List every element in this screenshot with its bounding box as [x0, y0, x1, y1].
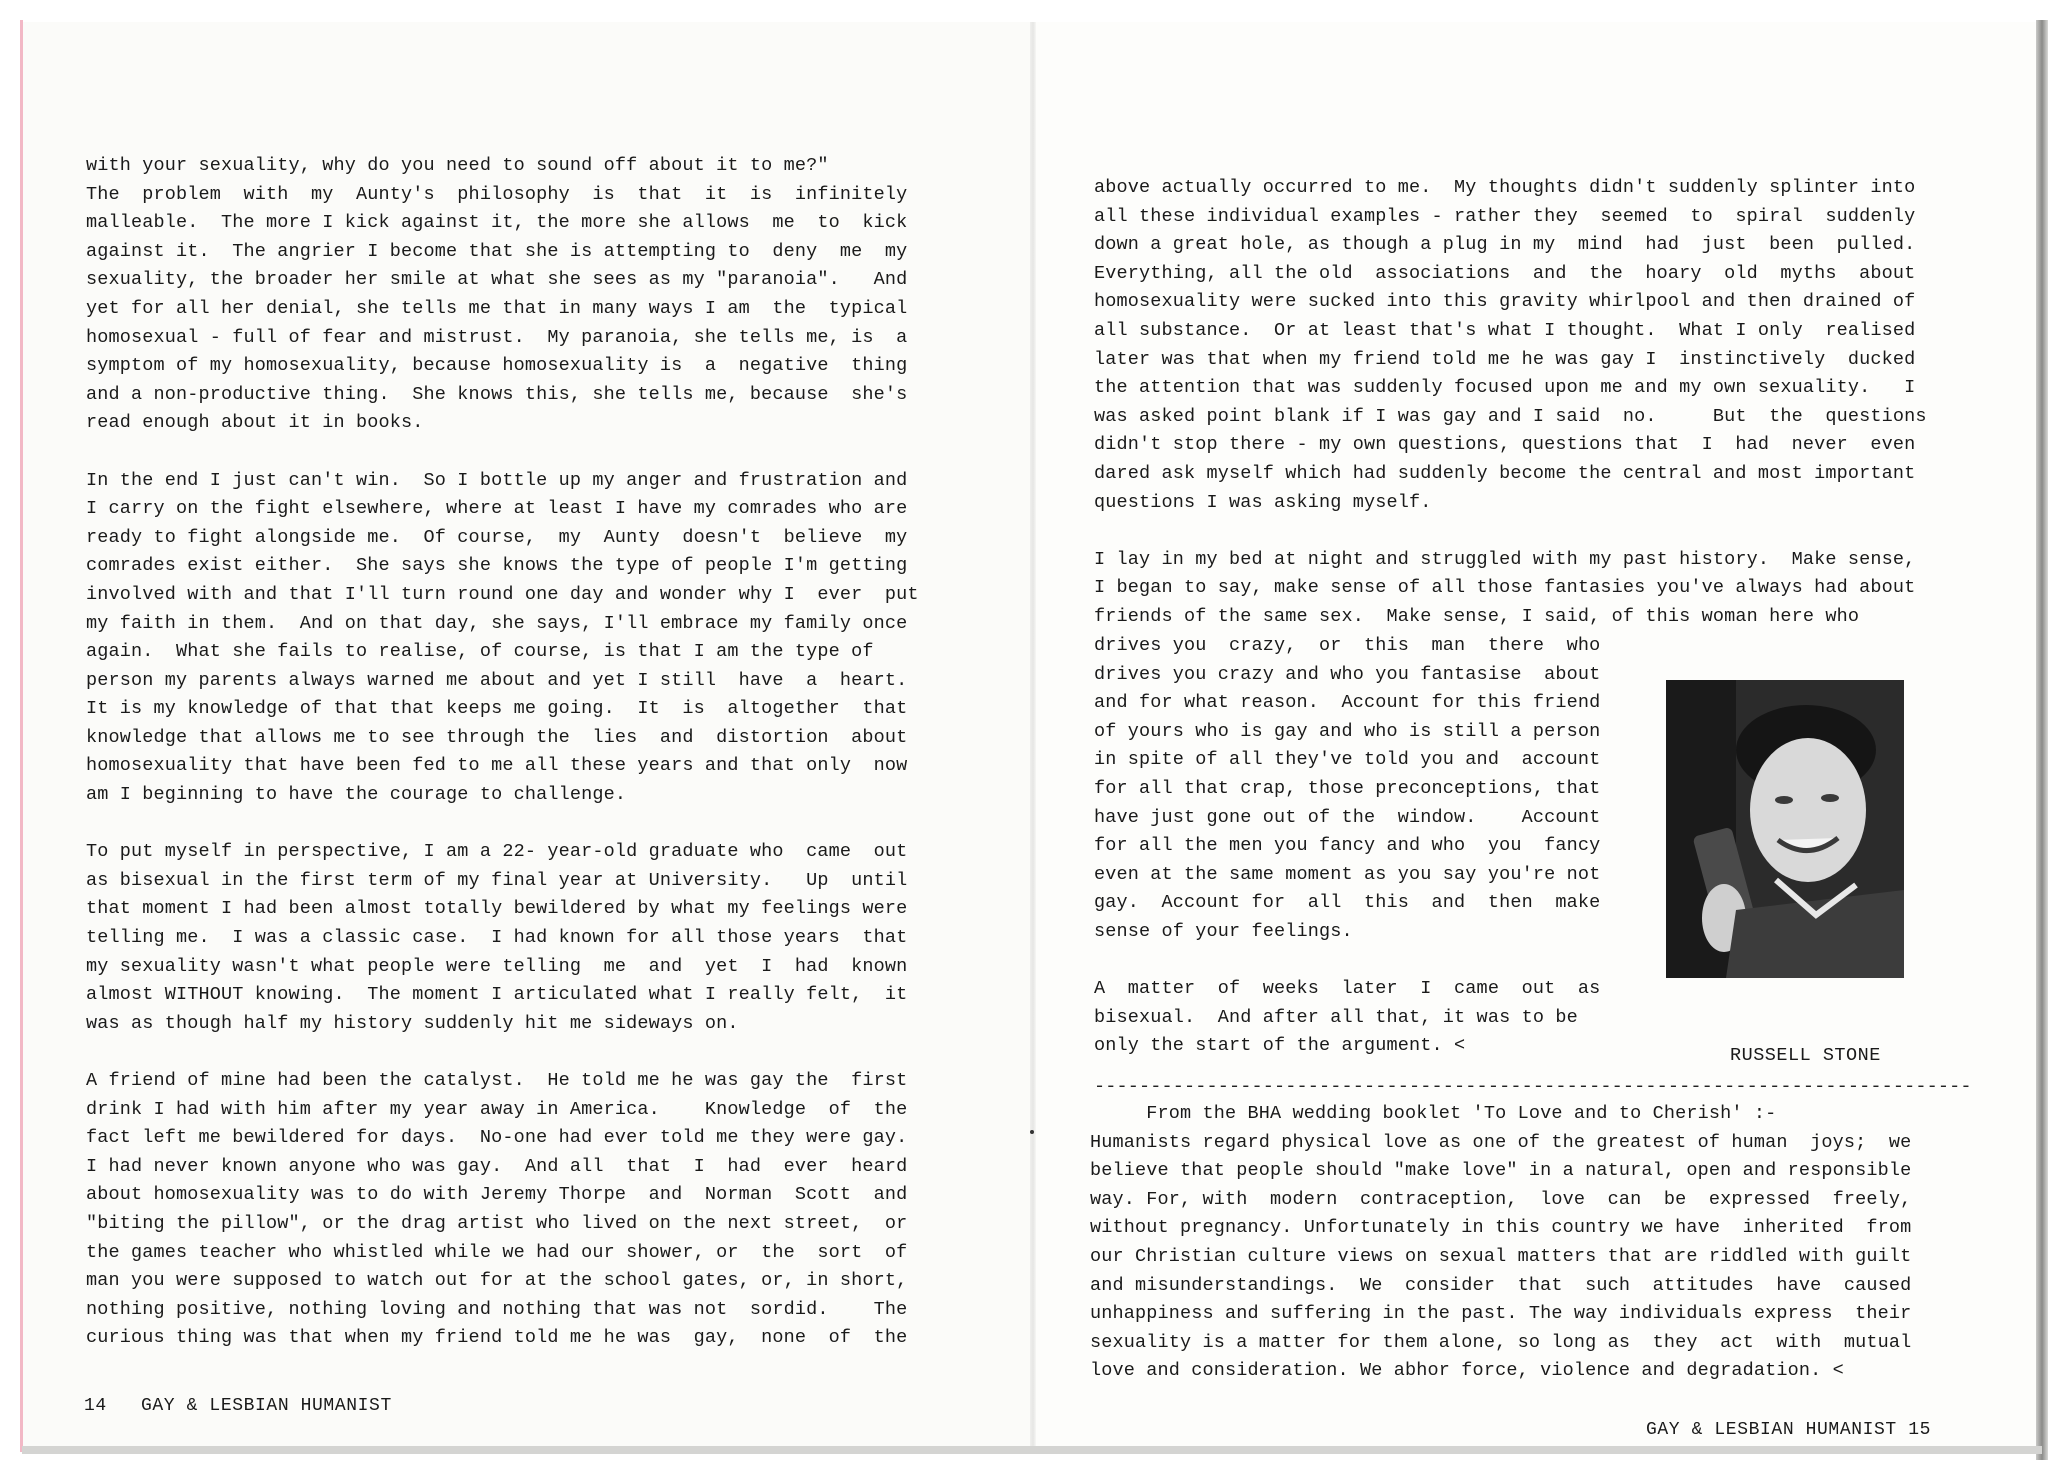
text-line: In the end I just can't win. So I bottle up my anger and frustration and: [86, 469, 908, 491]
text-line: involved with and that I'll turn round one day and wonder why I ever put: [86, 583, 919, 605]
left-page-footer: 14 GAY & LESBIAN HUMANIST: [84, 1396, 392, 1416]
text-line: Humanists regard physical love as one of the greatest of human joys; we: [1090, 1131, 1912, 1153]
text-line: about homosexuality was to do with Jeremy Thorpe and Norman Scott and: [86, 1184, 908, 1206]
text-line: against it. The angrier I become that she is attempting to deny me my: [86, 240, 908, 262]
text-line: read enough about it in books.: [86, 412, 424, 434]
text-line: without pregnancy. Unfortunately in this country we have inherited from: [1090, 1217, 1912, 1239]
text-line: malleable. The more I kick against it, the more she allows me to kick: [86, 212, 908, 234]
article-paragraph: [1094, 174, 1954, 517]
text-line: homosexuality were sucked into this gravity whirlpool and then drained of: [1094, 291, 1916, 313]
text-line: telling me. I was a classic case. I had known for all those years that: [86, 927, 908, 949]
text-line: later was that when my friend told me he was gay I instinctively ducked: [1094, 348, 1916, 370]
text-line: down a great hole, as though a plug in my mind had just been pulled.: [1094, 234, 1916, 256]
text-line: man you were supposed to watch out for at the school gates, or, in short,: [86, 1270, 908, 1292]
text-line: ready to fight alongside me. Of course, my Aunty doesn't believe my: [86, 526, 908, 548]
text-line: even at the same moment as you say you're not: [1094, 863, 1601, 885]
bha-quote-box: [1090, 1100, 1950, 1386]
text-line: It is my knowledge of that that keeps me going. It is altogether that: [86, 698, 908, 720]
text-line: drink I had with him after my year away in America. Knowledge of the: [86, 1098, 908, 1120]
text-line: homosexual - full of fear and mistrust. My paranoia, she tells me, is a: [86, 326, 908, 348]
text-line: curious thing was that when my friend told me he was gay, none of the: [86, 1327, 908, 1349]
text-line: again. What she fails to realise, of course, is that I am the type of: [86, 641, 874, 663]
text-line: [1094, 947, 1634, 976]
text-line: symptom of my homosexuality, because homosexuality is a negative thing: [86, 355, 908, 377]
text-line: and misunderstandings. We consider that such attitudes have caused: [1090, 1274, 1912, 1296]
section-divider: ------------------------------------------------------------------------------: [1094, 1076, 1972, 1097]
right-binding-edge: [2036, 20, 2048, 1460]
text-line: for all the men you fancy and who you fancy: [1094, 835, 1601, 857]
text-line: of yours who is gay and who is still a person: [1094, 720, 1601, 742]
text-line: my faith in them. And on that day, she says, I'll embrace my family once: [86, 612, 908, 634]
gutter-speck: [1030, 1130, 1034, 1134]
text-line: person my parents always warned me about and yet I still have a heart.: [86, 669, 908, 691]
text-wrapped-around-photo: [1094, 632, 1634, 1061]
text-line: I began to say, make sense of all those fantasies you've always had about: [1094, 577, 1916, 599]
text-line: sexuality is a matter for them alone, so long as they act with mutual: [1090, 1331, 1912, 1353]
text-line: homosexuality that have been fed to me all these years and that only now: [86, 755, 908, 777]
left-article-column: [86, 152, 966, 1382]
text-line: almost WITHOUT knowing. The moment I articulated what I really felt, it: [86, 984, 908, 1006]
text-line: bisexual. And after all that, it was to be: [1094, 1006, 1578, 1028]
text-line: sense of your feelings.: [1094, 920, 1353, 942]
text-line: gay. Account for all this and then make: [1094, 892, 1601, 914]
text-line: fact left me bewildered for days. No-one had ever told me they were gay.: [86, 1127, 908, 1149]
text-line: knowledge that allows me to see through the lies and distortion about: [86, 726, 908, 748]
text-line: am I beginning to have the courage to challenge.: [86, 784, 627, 806]
text-line: believe that people should "make love" in a natural, open and responsible: [1090, 1160, 1912, 1182]
text-line: comrades exist either. She says she knows the type of people I'm getting: [86, 555, 908, 577]
text-line: only the start of the argument. <: [1094, 1035, 1466, 1057]
portrait-illustration: [1666, 680, 1904, 978]
text-line: was asked point blank if I was gay and I said no. But the questions: [1094, 405, 1927, 427]
text-line: in spite of all they've told you and account: [1094, 749, 1601, 771]
article-paragraph: [1094, 546, 1954, 632]
text-line: Everything, all the old associations and the hoary old myths about: [1094, 262, 1916, 284]
text-line: the attention that was suddenly focused upon me and my own sexuality. I: [1094, 377, 1916, 399]
author-byline: RUSSELL STONE: [1730, 1045, 1881, 1066]
text-line: sexuality, the broader her smile at what she sees as my "paranoia". And: [86, 269, 908, 291]
text-line: all substance. Or at least that's what I thought. What I only realised: [1094, 319, 1916, 341]
text-line: dared ask myself which had suddenly become the central and most important: [1094, 462, 1916, 484]
right-article-column: [1094, 174, 1954, 660]
bottom-page-edge: [22, 1446, 2042, 1454]
text-line: have just gone out of the window. Account: [1094, 806, 1601, 828]
text-line: A matter of weeks later I came out as: [1094, 978, 1601, 1000]
portrait-photo: [1666, 680, 1904, 978]
text-line: questions I was asking myself.: [1094, 491, 1432, 513]
pink-page-edge: [20, 20, 23, 1452]
text-line: drives you crazy, or this man there who: [1094, 635, 1601, 656]
text-line: The problem with my Aunty's philosophy is that it is infinitely: [86, 183, 908, 205]
text-line: the games teacher who whistled while we had our shower, or the sort of: [86, 1241, 908, 1263]
text-line: as bisexual in the first term of my final year at University. Up until: [86, 869, 908, 891]
text-line: didn't stop there - my own questions, questions that I had never even: [1094, 434, 1916, 456]
text-line: way. For, with modern contraception, love can be expressed freely,: [1090, 1188, 1912, 1210]
text-line: my sexuality wasn't what people were telling me and yet I had known: [86, 955, 908, 977]
text-line: love and consideration. We abhor force, violence and degradation. <: [1090, 1360, 1844, 1382]
text-line: drives you crazy and who you fantasise about: [1094, 663, 1601, 685]
text-line: for all that crap, those preconceptions, that: [1094, 777, 1601, 799]
text-line: To put myself in perspective, I am a 22- year-old graduate who came out: [86, 841, 908, 863]
text-line: and for what reason. Account for this friend: [1094, 692, 1601, 714]
text-line: and a non-productive thing. She knows this, she tells me, because she's: [86, 383, 908, 405]
text-line: with your sexuality, why do you need to sound off about it to me?": [86, 155, 829, 176]
page-gutter: [1030, 22, 1036, 1452]
text-line: I lay in my bed at night and struggled with my past history. Make sense,: [1094, 548, 1916, 570]
text-line: above actually occurred to me. My thoughts didn't suddenly splinter into: [1094, 177, 1916, 198]
article-paragraph: [86, 152, 966, 438]
text-line: I carry on the fight elsewhere, where at least I have my comrades who are: [86, 498, 908, 520]
text-line: was as though half my history suddenly hit me sideways on.: [86, 1012, 739, 1034]
text-line: yet for all her denial, she tells me that in many ways I am the typical: [86, 297, 908, 319]
text-line: all these individual examples - rather they seemed to spiral suddenly: [1094, 205, 1916, 227]
text-line: unhappiness and suffering in the past. The way individuals express their: [1090, 1303, 1912, 1325]
text-line: friends of the same sex. Make sense, I said, of this woman here who: [1094, 605, 1860, 627]
right-page-footer: GAY & LESBIAN HUMANIST 15: [1646, 1420, 1932, 1440]
text-line: our Christian culture views on sexual matters that are riddled with guilt: [1090, 1245, 1912, 1267]
text-line: From the BHA wedding booklet 'To Love and to Cherish' :-: [1090, 1103, 1777, 1124]
text-line: A friend of mine had been the catalyst. He told me he was gay the first: [86, 1070, 908, 1091]
article-paragraph: [86, 1067, 966, 1353]
article-paragraph: [86, 467, 966, 810]
text-line: nothing positive, nothing loving and nothing that was not sordid. The: [86, 1298, 908, 1320]
text-line: I had never known anyone who was gay. And all that I had ever heard: [86, 1155, 908, 1177]
text-line: that moment I had been almost totally bewildered by what my feelings were: [86, 898, 908, 920]
text-line: "biting the pillow", or the drag artist who lived on the next street, or: [86, 1212, 908, 1234]
article-paragraph: [86, 838, 966, 1038]
